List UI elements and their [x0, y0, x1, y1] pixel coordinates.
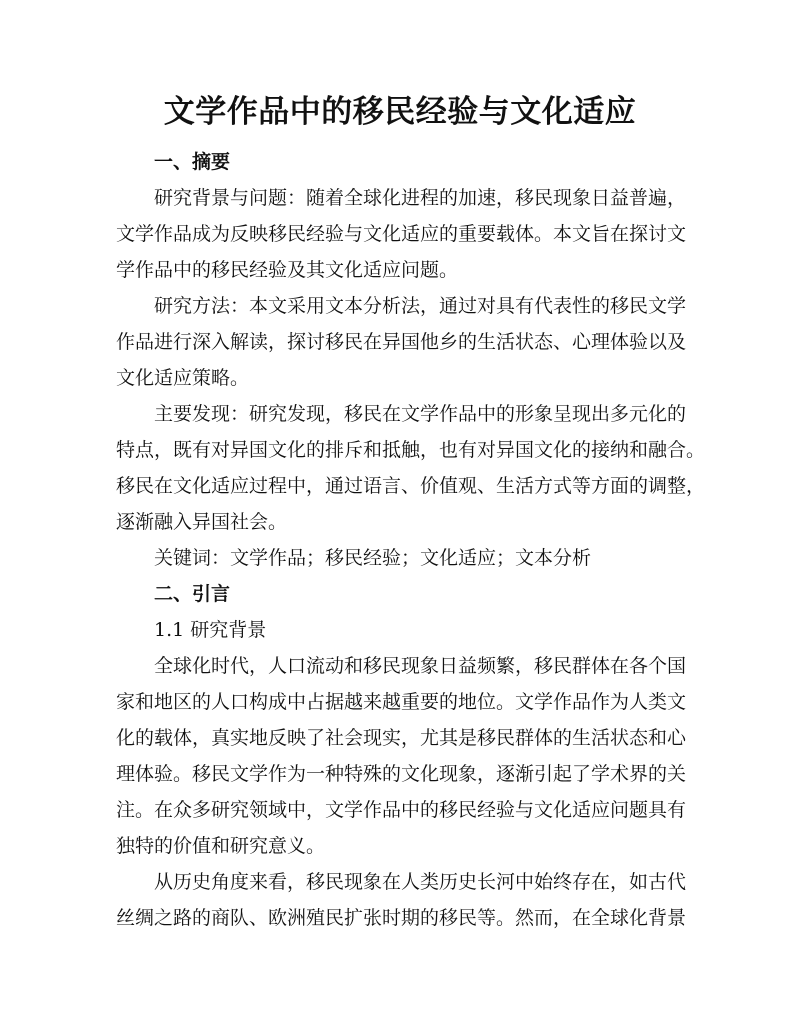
abstract-paragraph-background: [116, 180, 687, 288]
abstract-heading: 一、摘要: [154, 151, 231, 173]
document-body: [116, 144, 706, 936]
abstract-paragraph-method: [116, 288, 687, 396]
text-line: 研究背景与问题：随着全球化进程的加速，移民现象日益普遍，: [154, 187, 687, 209]
text-line: 全球化时代，人口流动和移民现象日益频繁，移民群体在各个国: [154, 655, 687, 677]
text-line: 理体验。移民文学作为一种特殊的文化现象，逐渐引起了学术界的关: [116, 763, 687, 785]
text-line: 逐渐融入异国社会。: [116, 511, 288, 533]
text-line: 作品进行深入解读，探讨移民在异国他乡的生活状态、心理体验以及: [116, 331, 687, 353]
text-line: 丝绸之路的商队、欧洲殖民扩张时期的移民等。然而，在全球化背景: [116, 907, 687, 929]
introduction-heading: 二、引言: [154, 583, 231, 605]
text-line: 家和地区的人口构成中占据越来越重要的地位。文学作品作为人类文: [116, 691, 687, 713]
text-line: 化的载体，真实地反映了社会现实，尤其是移民群体的生活状态和心: [116, 727, 687, 749]
text-line: 文学作品成为反映移民经验与文化适应的重要载体。本文旨在探讨文: [116, 223, 687, 245]
text-line: 注。在众多研究领域中，文学作品中的移民经验与文化适应问题具有: [116, 799, 687, 821]
intro-paragraph-1: [116, 648, 687, 864]
subsection-heading: 1.1 研究背景: [154, 619, 267, 641]
text-line: 移民在文化适应过程中，通过语言、价值观、生活方式等方面的调整，: [116, 475, 706, 497]
text-line: 主要发现：研究发现，移民在文学作品中的形象呈现出多元化的: [154, 403, 687, 425]
text-line: 文化适应策略。: [116, 367, 250, 389]
text-line: 从历史角度来看，移民现象在人类历史长河中始终存在，如古代: [154, 871, 687, 893]
text-line: 关键词：文学作品；移民经验；文化适应；文本分析: [154, 547, 592, 569]
text-line: 特点，既有对异国文化的排斥和抵触，也有对异国文化的接纳和融合。: [116, 439, 706, 461]
abstract-paragraph-findings: [116, 396, 706, 540]
document-title: 文学作品中的移民经验与文化适应: [163, 94, 637, 130]
intro-paragraph-2: [116, 864, 687, 936]
text-line: 研究方法：本文采用文本分析法，通过对具有代表性的移民文学: [154, 295, 687, 317]
text-line: 学作品中的移民经验及其文化适应问题。: [116, 259, 459, 281]
text-line: 独特的价值和研究意义。: [116, 835, 326, 857]
keywords-line: [116, 540, 682, 576]
